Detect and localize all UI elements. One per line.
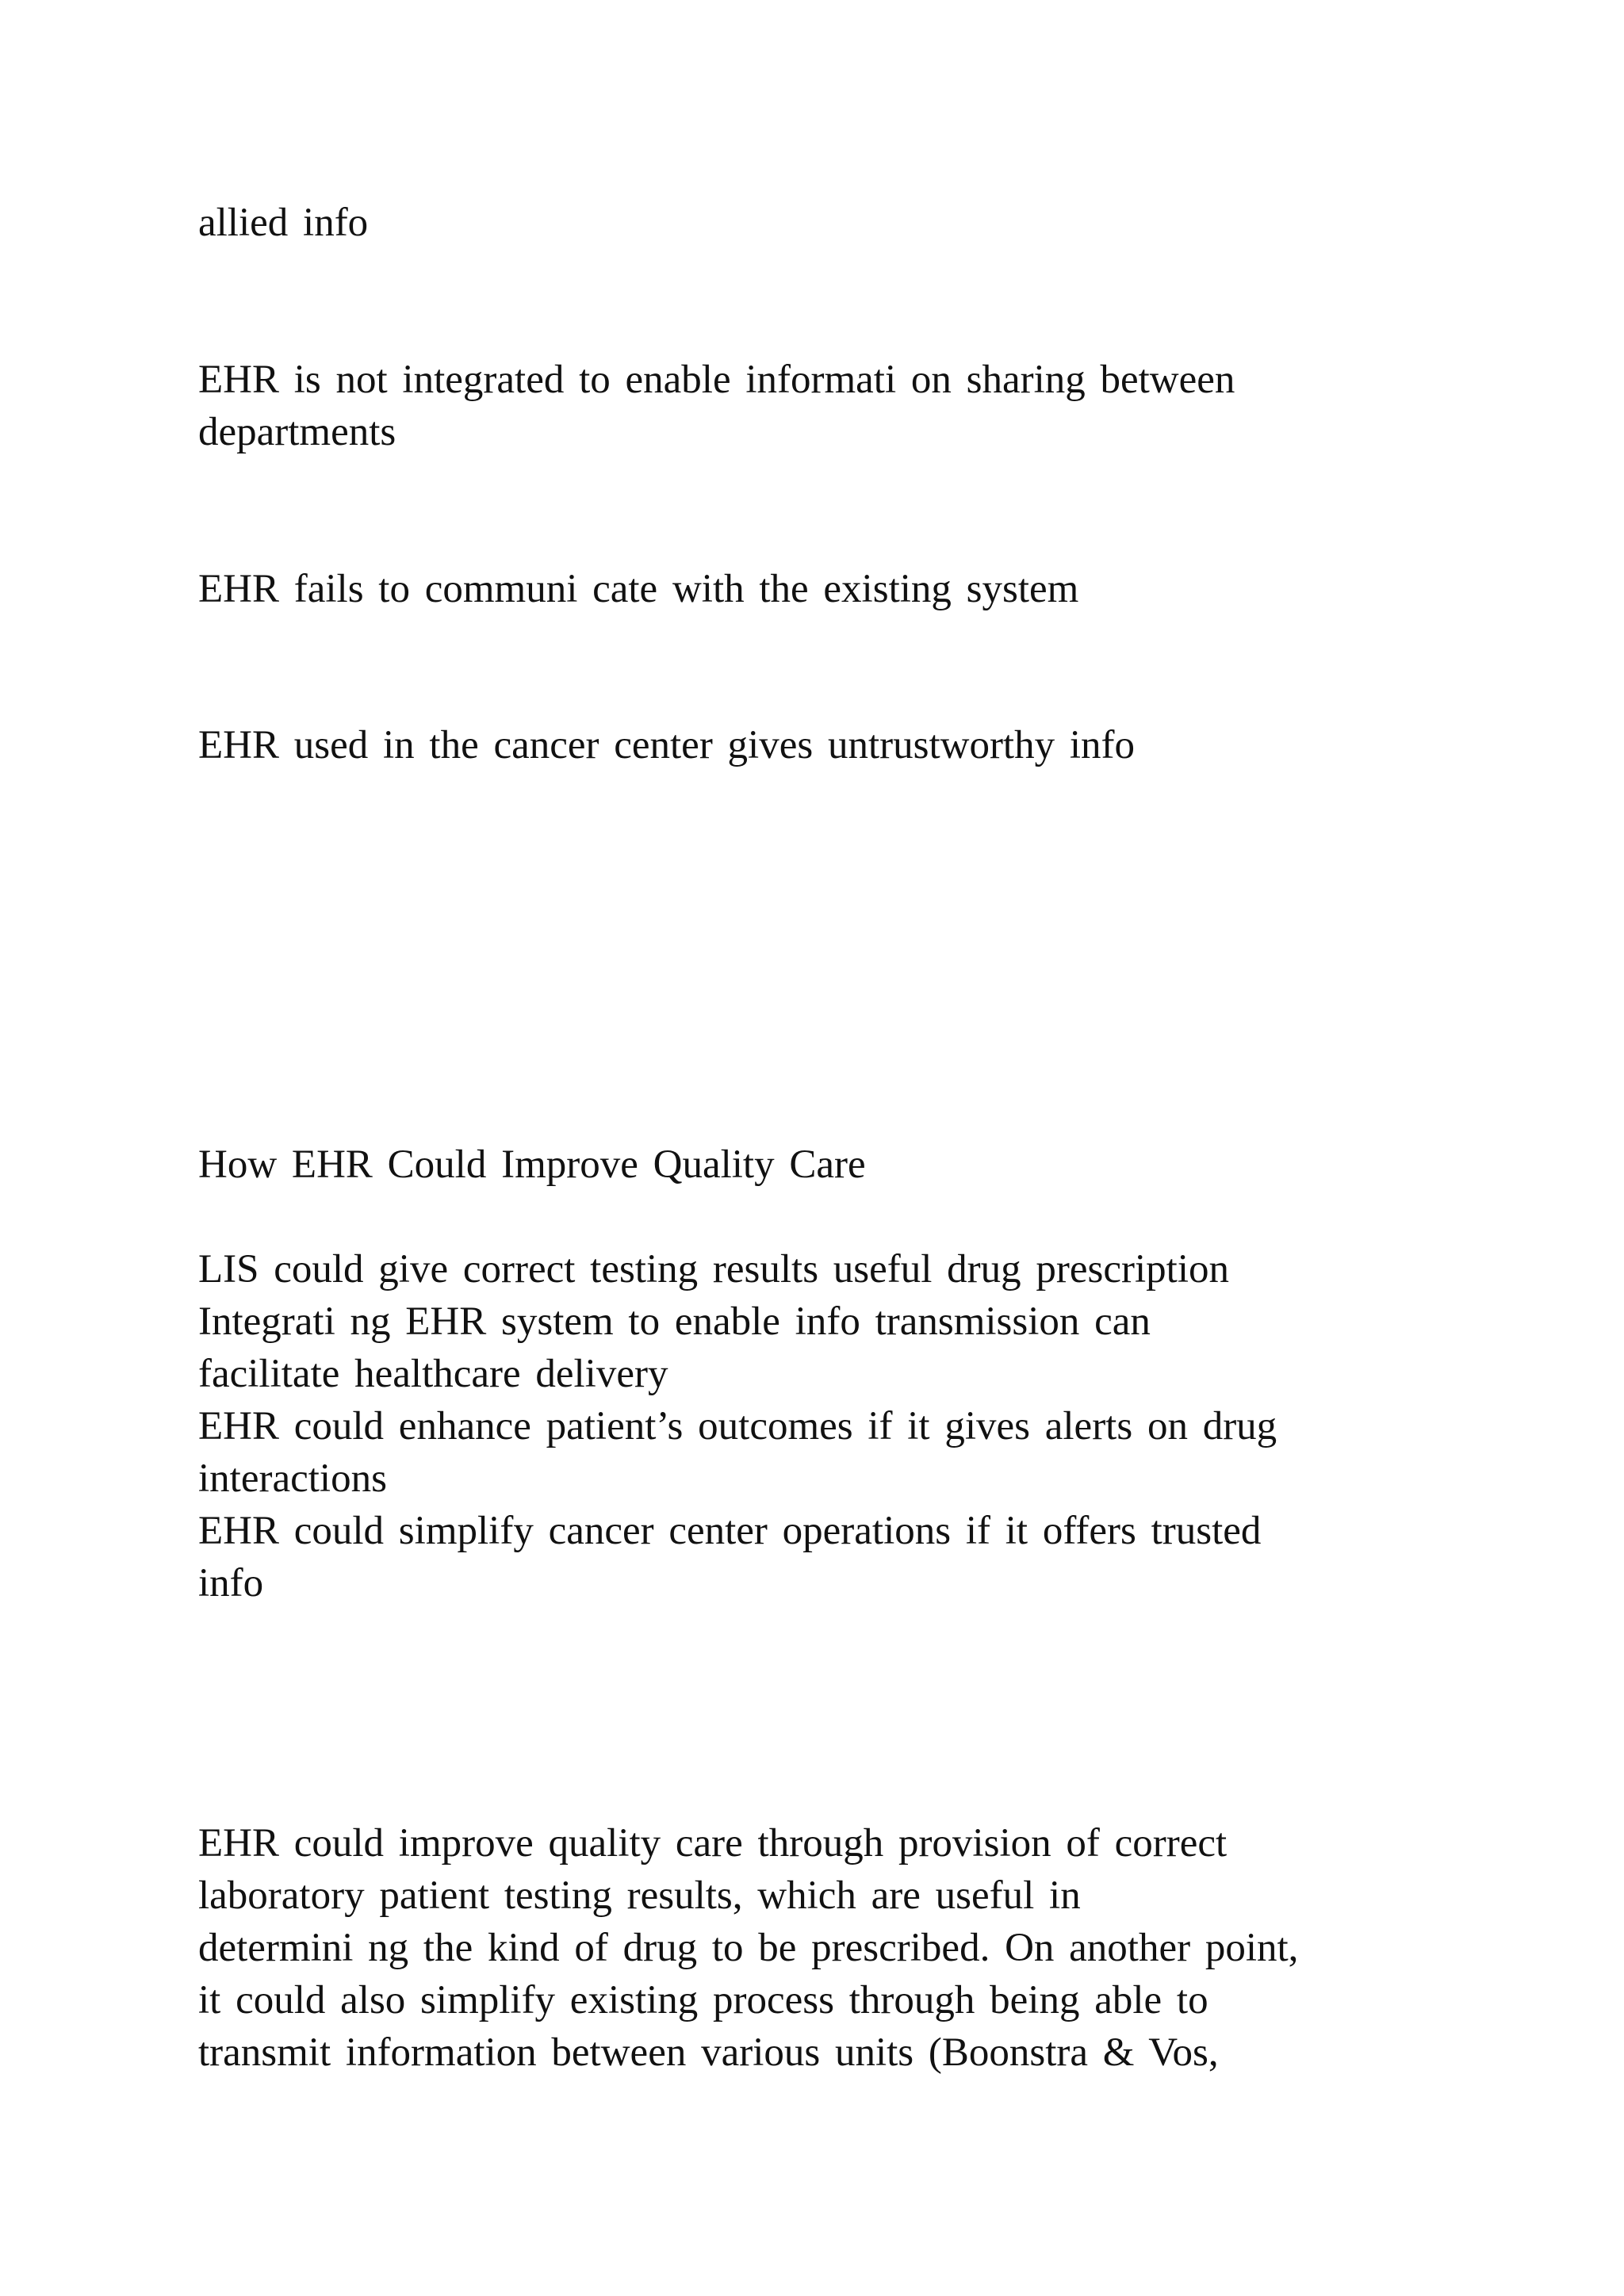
text-line-simplify: EHR could simplify cancer center operations if it offers trusted: [198, 1509, 1262, 1553]
section-heading: How EHR Could Improve Quality Care: [198, 1142, 866, 1187]
text-line-ehr-untrustworthy: EHR used in the cancer center gives untrustworthy info: [198, 723, 1136, 767]
text-line-ehr-fails: EHR fails to communi cate with the existing system: [198, 567, 1079, 611]
paragraph-line-4: it could also simplify existing process through being able to: [198, 1978, 1208, 2022]
text-line-allied-info: allied info: [198, 201, 369, 245]
text-line-departments: departments: [198, 410, 396, 454]
paragraph-line-2: laboratory patient testing results, which are useful in: [198, 1873, 1081, 1918]
text-line-lis: LIS could give correct testing results useful drug prescription: [198, 1247, 1230, 1292]
text-line-interactions: interactions: [198, 1456, 387, 1501]
text-line-integrating: Integrati ng EHR system to enable info transmission can: [198, 1299, 1151, 1344]
paragraph-line-1: EHR could improve quality care through provision of correct: [198, 1821, 1228, 1866]
paragraph-line-3: determini ng the kind of drug to be prescribed. On another point,: [198, 1926, 1299, 1970]
text-line-ehr-not-integrated: EHR is not integrated to enable informati on sharing between: [198, 358, 1235, 402]
text-line-enhance: EHR could enhance patient’s outcomes if it gives alerts on drug: [198, 1404, 1277, 1448]
text-line-facilitate: facilitate healthcare delivery: [198, 1352, 668, 1396]
text-line-info: info: [198, 1561, 264, 1605]
paragraph-line-5: transmit information between various units (Boonstra & Vos,: [198, 2030, 1219, 2075]
